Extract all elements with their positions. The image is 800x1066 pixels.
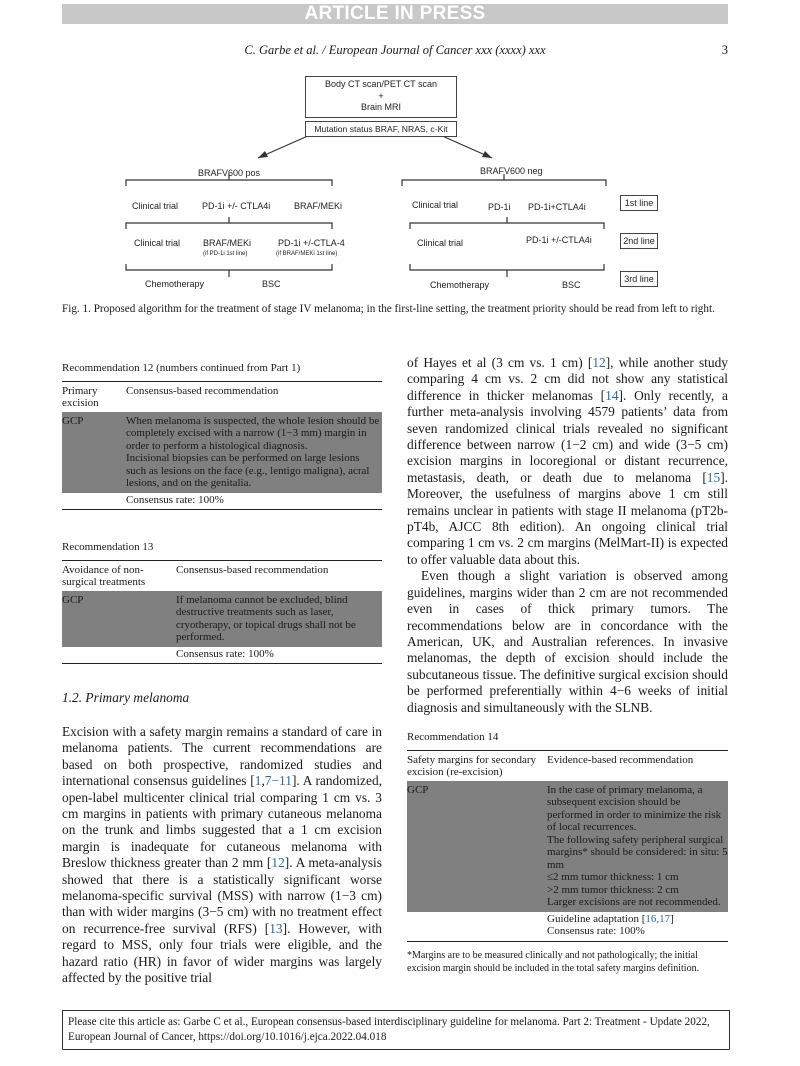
- running-head: C. Garbe et al. / European Journal of Cancer xxx (xxxx) xxx: [244, 43, 546, 57]
- pos-r1-clinical-trial: Clinical trial: [132, 201, 179, 211]
- rec14-line-5: Larger excisions are not recommended.: [547, 896, 721, 908]
- pos-r2-pd1i-ctla4: PD-1i +/-CTLA-4: [278, 238, 345, 248]
- pos-r1-pd1i-ctla4i: PD-1i +/- CTLA4i: [202, 201, 271, 211]
- brace-neg-2: [410, 217, 604, 229]
- neg-r3-bsc: BSC: [562, 280, 581, 290]
- rec14-title: Recommendation 14: [407, 731, 499, 743]
- figure-caption: Fig. 1. Proposed algorithm for the treatment of stage IV melanoma; in the first-line setting, the treatment priority should be read from left to right.: [62, 303, 715, 315]
- third-line-box: 3rd line: [620, 271, 658, 287]
- rec13-col2-header: Consensus-based recommendation: [176, 563, 329, 576]
- braf-pos-label: BRAFV600 pos: [198, 168, 261, 178]
- ref-link-12[interactable]: 12: [271, 855, 285, 871]
- first-line-box: 1st line: [620, 195, 658, 211]
- right-paragraph-1: of Hayes et al (3 cm vs. 1 cm) [12], while another study comparing 4 cm vs. 2 cm did not show any statistical difference in thicker melanomas [14]. Only recently, a further meta-analysis involving 4579 patients’ data from seven randomized clinical trials revealed no significant difference between narrow (1−2 cm) and wide (3−5 cm) excision margins in locoregional or distant recurrence, metastasis, death, or death due to melanoma [15]. Moreover, the usefulness of margins above 1 cm still remains unclear in patients with stage II melanoma (pT2b-pT4b, AJCC 8th edition). An ongoing clinical trial comparing 1 cm vs. 2 cm margins (MelMart-II) is expected to offer valuable data about this.: [407, 355, 728, 567]
- rec14-footnote: *Margins are to be measured clinically and not pathologically; the initial excision margin should be included in the total safety margins definition.: [407, 950, 700, 974]
- pos-r3-bsc: BSC: [262, 279, 281, 289]
- right-paragraph-2: Even though a slight variation is observed among guidelines, margins wider than 2 cm are not recommended even in cases of thick primary tumors. The recommendations below are in concordance with the American, UK, and Australian references. In invasive melanomas, the depth of excision should include the subcutaneous tissue. The definitive surgical excision should be performed preferentially within 4−6 weeks of initial diagnosis and simultaneously with the SLNB.: [407, 568, 728, 715]
- recommendation-13-table: [62, 541, 382, 664]
- rec12-text-2: Incisional biopsies can be performed on large lesions such as lesions on the face (e.g., lentigo maligna), acral lesions, and on the genitalia.: [126, 452, 370, 489]
- rec14-col2-header: Evidence-based recommendation: [547, 753, 694, 766]
- brace-pos-3: [126, 264, 332, 277]
- neg-r2-pd1i-ctla4i: PD-1i +/-CTLA4i: [526, 235, 592, 245]
- rec14-consensus: Consensus rate: 100%: [547, 925, 645, 937]
- pos-r2-note-2: (if BRAF/MEKi 1st line): [276, 251, 338, 257]
- rec12-consensus: Consensus rate: 100%: [126, 493, 224, 506]
- article-in-press-banner: ARTICLE IN PRESS: [62, 4, 728, 24]
- recommendation-14-table: [407, 731, 728, 942]
- rec14-line-2: The following safety peripheral surgical margins* should be considered: in situ: 5 mm: [547, 833, 728, 871]
- left-column-text: [62, 724, 382, 987]
- left-paragraph: Excision with a safety margin remains a standard of care in melanoma patients. The current recommendations are based on both prospective, randomized studies and international consensus guidelines [1,7−11]. A randomized, open-label multicenter clinical trial comparing 1 cm vs. 3 cm margins in patients with primary cutaneous melanoma on the trunk and limbs suggested that a 1 cm excision margin is inadequate for cutaneous melanoma with Breslow thickness greater than 2 mm [12]. A meta-analysis showed that there is a statistically significant worse melanoma-specific survival (MSS) with narrow (1−3 cm) than with wider margins (3−5 cm) with no treatment effect on recurrence-free survival (RFS) [13]. However, with regard to MSS, only four trials were eligible, and the hazard ratio (HR) in favor of wider margins was largely affected by the positive trial: [62, 724, 382, 986]
- ref-link-15[interactable]: 15: [706, 469, 721, 485]
- pos-r2-clinical-trial: Clinical trial: [134, 238, 181, 248]
- rec14-line-4: >2 mm tumor thickness: 2 cm: [547, 883, 679, 896]
- rec13-consensus: Consensus rate: 100%: [176, 647, 274, 660]
- rec14-grade: GCP: [407, 783, 429, 796]
- imaging-box-line-3: Brain MRI: [360, 102, 401, 112]
- ref-link-13[interactable]: 13: [269, 920, 283, 936]
- rec13-title: Recommendation 13: [62, 541, 154, 553]
- rec13-text: If melanoma cannot be excluded, blind destructive treatments such as laser, cryotherapy, or topical drugs shall not be performed.: [176, 593, 356, 643]
- imaging-box: [305, 76, 457, 118]
- brace-neg-3: [410, 264, 604, 277]
- neg-r1-clinical-trial: Clinical trial: [412, 200, 459, 210]
- rec12-col2-header: Consensus-based recommendation: [126, 384, 279, 397]
- imaging-box-line-2: +: [378, 90, 384, 101]
- treatment-algorithm-figure: [110, 72, 690, 297]
- pos-r1-braf-meki: BRAF/MEKi: [294, 201, 343, 211]
- mutation-status-box: Mutation status BRAF, NRAS, c-Kit: [305, 121, 457, 137]
- braf-neg-label: BRAFV600 neg: [480, 166, 543, 176]
- rec12-text-1: When melanoma is suspected, the whole lesion should be completely excised with a narrow (1−3 mm) margin in order to perform a histological diagnosis.: [126, 414, 380, 452]
- rec14-guideline-adaptation: Guideline adaptation [16,17]: [547, 912, 674, 925]
- rec14-col1-header: Safety margins for secondary excision (re-excision): [407, 753, 537, 778]
- section-heading: 1.2. Primary melanoma: [62, 690, 190, 705]
- ref-link-12b[interactable]: 12: [592, 355, 606, 370]
- rec13-col1-header: Avoidance of non-surgical treatments: [62, 563, 146, 588]
- rec12-grade: GCP: [62, 414, 84, 427]
- rec14-line-1: In the case of primary melanoma, a subsequent excision should be performed in order to minimize the risk of local recurrences.: [547, 783, 722, 833]
- rec14-line-3: ≤2 mm tumor thickness: 1 cm: [547, 871, 679, 883]
- imaging-box-line-1: Body CT scan/PET CT scan: [324, 79, 438, 89]
- right-column-text: [407, 355, 728, 716]
- page-number: 3: [721, 43, 728, 57]
- pos-r3-chemotherapy: Chemotherapy: [145, 279, 205, 289]
- ref-link-16-17[interactable]: 16,17: [645, 912, 671, 925]
- rec13-grade: GCP: [62, 593, 84, 606]
- rec12-col1-header: Primary excision: [62, 384, 99, 409]
- rec12-title: Recommendation 12 (numbers continued from Part 1): [62, 362, 301, 374]
- second-line-box: 2nd line: [620, 233, 658, 249]
- recommendation-12-table: [62, 362, 382, 510]
- neg-r1-pd1i-ctla4i: PD-1i+CTLA4i: [528, 202, 586, 212]
- brace-pos-2: [126, 217, 332, 229]
- ref-link-7-11[interactable]: 7−11: [264, 773, 292, 789]
- neg-r1-pd1i: PD-1i: [488, 202, 511, 212]
- pos-r2-braf-meki: BRAF/MEKi: [203, 238, 252, 248]
- ref-link-14[interactable]: 14: [605, 387, 619, 403]
- pos-r2-note-1: (if PD-1i 1st line): [203, 251, 248, 257]
- neg-r3-chemotherapy: Chemotherapy: [430, 280, 490, 290]
- neg-r2-clinical-trial: Clinical trial: [417, 238, 464, 248]
- ref-link-1[interactable]: 1: [254, 773, 262, 789]
- citation-box: Please cite this article as: Garbe C et al., European consensus-based interdisciplinary guideline for melanoma. Part 2: Treatment - Update 2022, European Journal of Cancer, https://doi.org/10.1016/j.ejca.2022.04.018: [62, 1010, 730, 1050]
